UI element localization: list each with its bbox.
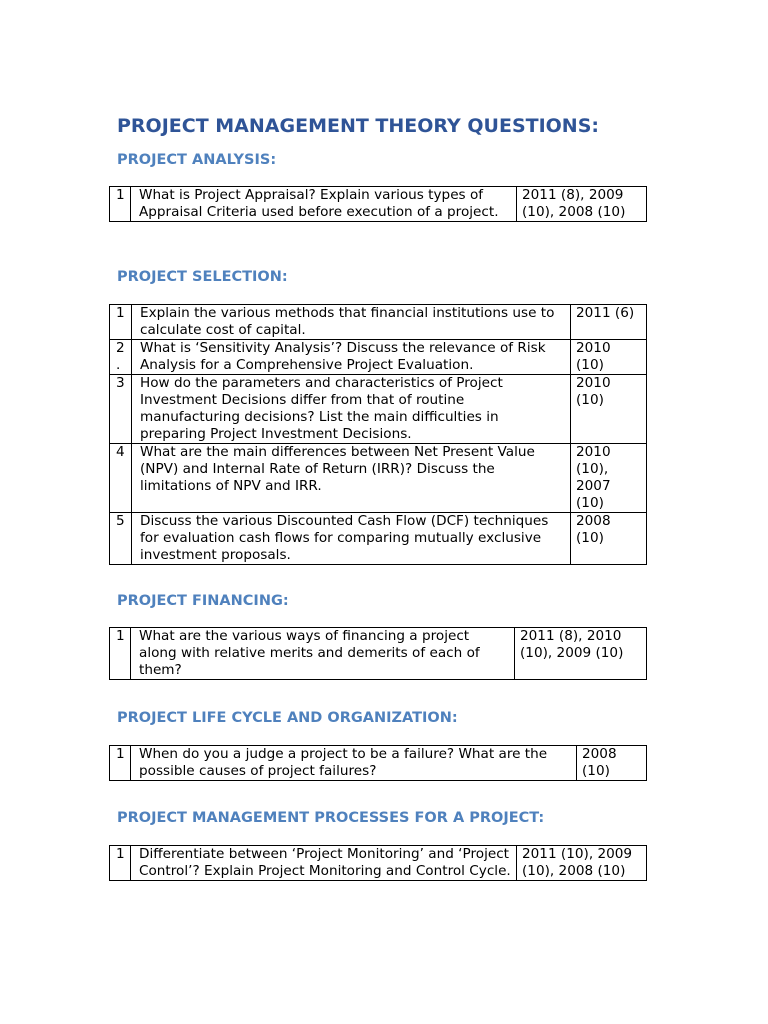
table-row — [110, 305, 647, 340]
question-text: What is Project Appraisal? Explain various types of Appraisal Criteria used before execution of a project. — [131, 187, 517, 222]
question-years: 2010 (10), 2007 (10) — [571, 444, 647, 513]
section-heading-project-financing: PROJECT FINANCING: — [117, 593, 289, 609]
table-row — [110, 628, 647, 680]
table-row — [110, 746, 647, 781]
questions-table-project-financing — [109, 627, 647, 680]
question-text: How do the parameters and characteristics of Project Investment Decisions differ from that of routine manufacturing decisions? List the main difficulties in preparing Project Investment Decisions. — [132, 375, 571, 444]
question-number: 3 — [110, 375, 132, 444]
question-number: 1 — [110, 628, 131, 680]
question-text: What is ‘Sensitivity Analysis’? Discuss the relevance of Risk Analysis for a Comprehensive Project Evaluation. — [132, 340, 571, 375]
questions-table-project-analysis — [109, 186, 647, 222]
table-row — [110, 513, 647, 565]
question-years: 2011 (8), 2009 (10), 2008 (10) — [517, 187, 647, 222]
question-years: 2010 (10) — [571, 340, 647, 375]
question-number: 1 — [110, 846, 131, 881]
section-heading-project-selection: PROJECT SELECTION: — [117, 269, 288, 285]
question-text: Discuss the various Discounted Cash Flow (DCF) techniques for evaluation cash flows for comparing mutually exclusive investment proposals. — [132, 513, 571, 565]
question-number: 1 — [110, 305, 132, 340]
question-years: 2011 (8), 2010 (10), 2009 (10) — [515, 628, 647, 680]
questions-table-project-selection — [109, 304, 647, 565]
question-text: Differentiate between ‘Project Monitoring’ and ‘Project Control’? Explain Project Monitoring and Control Cycle. — [131, 846, 517, 881]
document-title: PROJECT MANAGEMENT THEORY QUESTIONS: — [117, 115, 599, 137]
question-years: 2008 (10) — [571, 513, 647, 565]
table-row — [110, 375, 647, 444]
table-row — [110, 444, 647, 513]
section-heading-project-life-cycle: PROJECT LIFE CYCLE AND ORGANIZATION: — [117, 710, 458, 726]
question-text: What are the main differences between Net Present Value (NPV) and Internal Rate of Return (IRR)? Discuss the limitations of NPV and IRR. — [132, 444, 571, 513]
question-number: 4 — [110, 444, 132, 513]
question-years: 2010 (10) — [571, 375, 647, 444]
question-years: 2011 (6) — [571, 305, 647, 340]
table-row — [110, 846, 647, 881]
table-row — [110, 187, 647, 222]
question-years: 2008 (10) — [577, 746, 647, 781]
question-text: What are the various ways of financing a project along with relative merits and demerits of each of them? — [131, 628, 515, 680]
table-row — [110, 340, 647, 375]
question-years: 2011 (10), 2009 (10), 2008 (10) — [517, 846, 647, 881]
questions-table-project-life-cycle — [109, 745, 647, 781]
section-heading-project-management-processes: PROJECT MANAGEMENT PROCESSES FOR A PROJECT: — [117, 810, 545, 826]
section-heading-project-analysis: PROJECT ANALYSIS: — [117, 152, 277, 168]
question-number: 2 . — [110, 340, 132, 375]
questions-table-project-management-processes — [109, 845, 647, 881]
question-number: 1 — [110, 746, 131, 781]
question-text: Explain the various methods that financial institutions use to calculate cost of capital. — [132, 305, 571, 340]
question-text: When do you a judge a project to be a failure? What are the possible causes of project failures? — [131, 746, 577, 781]
question-number: 5 — [110, 513, 132, 565]
question-number: 1 — [110, 187, 131, 222]
